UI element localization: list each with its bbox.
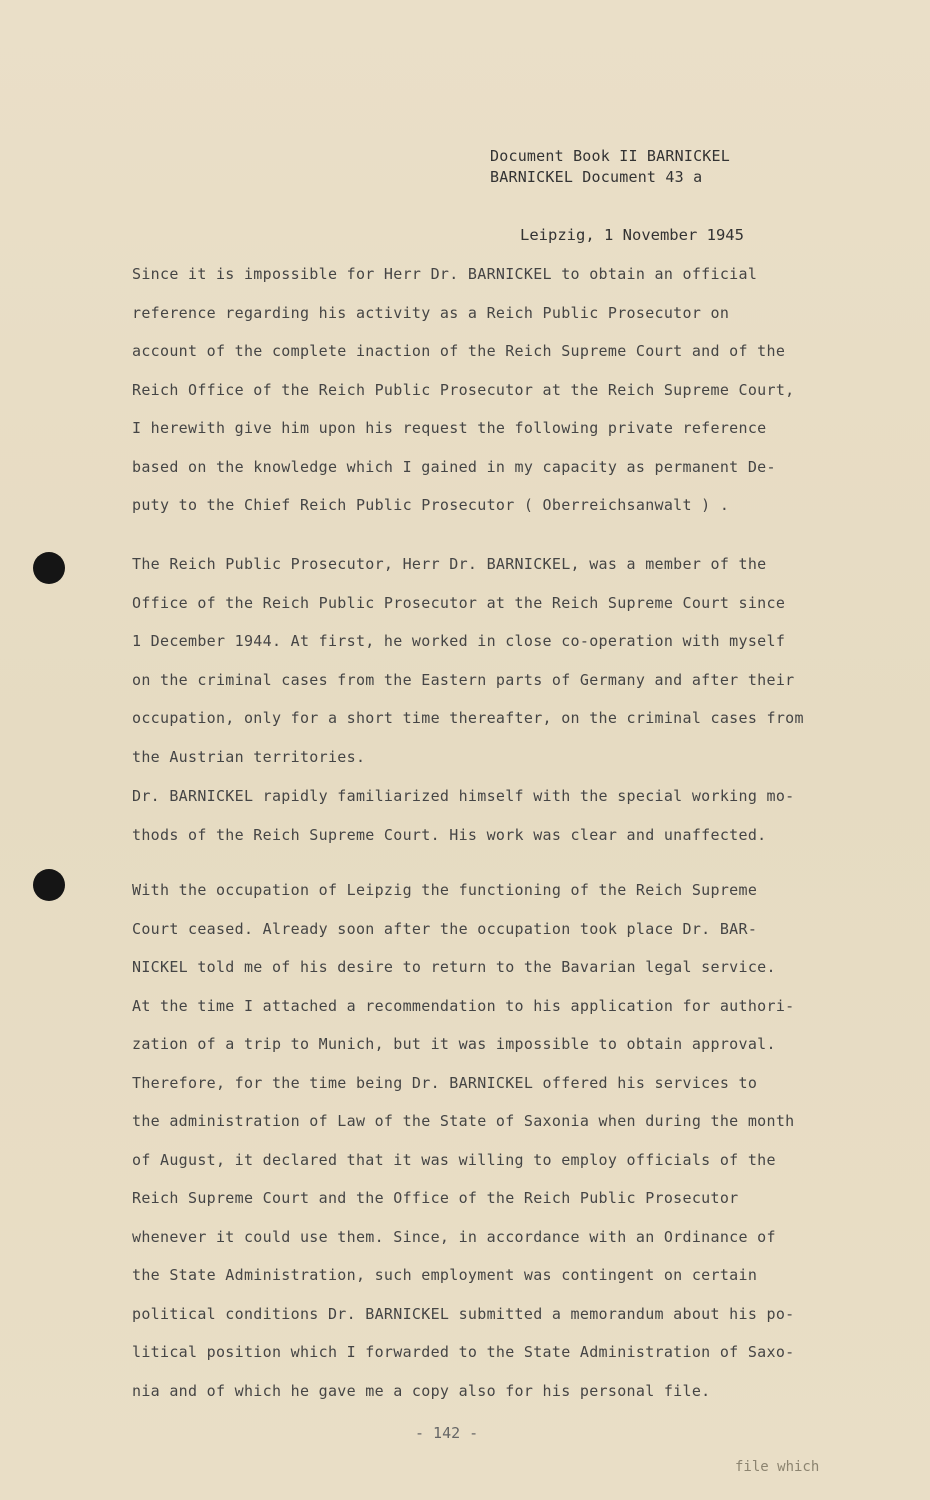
document-header <box>490 146 730 188</box>
text-line: whenever it could use them. Since, in accordance with an Ordinance of <box>132 1227 776 1246</box>
text-line: zation of a trip to Munich, but it was impossible to obtain approval. <box>132 1035 776 1053</box>
text-line: The Reich Public Prosecutor, Herr Dr. BARNICKEL, was a member of the <box>132 555 767 573</box>
dateline: Leipzig, 1 November 1945 <box>520 226 744 244</box>
text-line: I herewith give him upon his request the following private reference <box>132 419 767 437</box>
text-line: occupation, only for a short time thereafter, on the criminal cases from <box>132 709 804 727</box>
header-line-1: Document Book II BARNICKEL <box>490 147 730 165</box>
text-line: Reich Supreme Court and the Office of the Reich Public Prosecutor <box>132 1189 739 1207</box>
paragraph-1 <box>132 255 832 525</box>
paragraph-2 <box>132 545 832 776</box>
text-line: Reich Office of the Reich Public Prosecutor at the Reich Supreme Court, <box>132 380 795 399</box>
paragraph-3 <box>132 777 832 854</box>
text-line: Therefore, for the time being Dr. BARNICKEL offered his services to <box>132 1073 758 1092</box>
text-line: reference regarding his activity as a Reich Public Prosecutor on <box>132 303 730 322</box>
footer-continuation: file which <box>735 1459 820 1475</box>
text-line: Court ceased. Already soon after the occupation took place Dr. BAR- <box>132 919 758 938</box>
text-line: With the occupation of Leipzig the functioning of the Reich Supreme <box>132 881 758 899</box>
text-line: 1 December 1944. At first, he worked in close co-operation with myself <box>132 632 786 650</box>
punch-hole <box>33 869 65 901</box>
text-line: based on the knowledge which I gained in my capacity as permanent De- <box>132 457 776 476</box>
text-line: account of the complete inaction of the Reich Supreme Court and of the <box>132 342 786 360</box>
text-line: on the criminal cases from the Eastern parts of Germany and after their <box>132 670 795 689</box>
text-line: NICKEL told me of his desire to return to the Bavarian legal service. <box>132 958 776 976</box>
text-line: the State Administration, such employment was contingent on certain <box>132 1266 758 1284</box>
text-line: thods of the Reich Supreme Court. His work was clear and unaffected. <box>132 825 767 844</box>
text-line: nia and of which he gave me a copy also for his personal file. <box>132 1381 711 1400</box>
page-number: - 142 - <box>415 1424 479 1442</box>
text-line: puty to the Chief Reich Public Prosecutor ( Oberreichsanwalt ) . <box>132 496 730 514</box>
punch-hole <box>33 552 65 584</box>
paragraph-4 <box>132 871 832 1410</box>
text-line: litical position which I forwarded to the State Administration of Saxo- <box>132 1343 795 1361</box>
text-line: Office of the Reich Public Prosecutor at the Reich Supreme Court since <box>132 593 786 612</box>
text-line: political conditions Dr. BARNICKEL submitted a memorandum about his po- <box>132 1304 795 1323</box>
text-line: At the time I attached a recommendation to his application for authori- <box>132 996 795 1015</box>
text-line: of August, it declared that it was willing to employ officials of the <box>132 1150 776 1169</box>
header-line-2: BARNICKEL Document 43 a <box>490 168 703 186</box>
text-line: the administration of Law of the State of Saxonia when during the month <box>132 1112 795 1130</box>
text-line: Dr. BARNICKEL rapidly familiarized himself with the special working mo- <box>132 787 795 805</box>
text-line: Since it is impossible for Herr Dr. BARNICKEL to obtain an official <box>132 265 758 283</box>
text-line: the Austrian territories. <box>132 747 366 766</box>
